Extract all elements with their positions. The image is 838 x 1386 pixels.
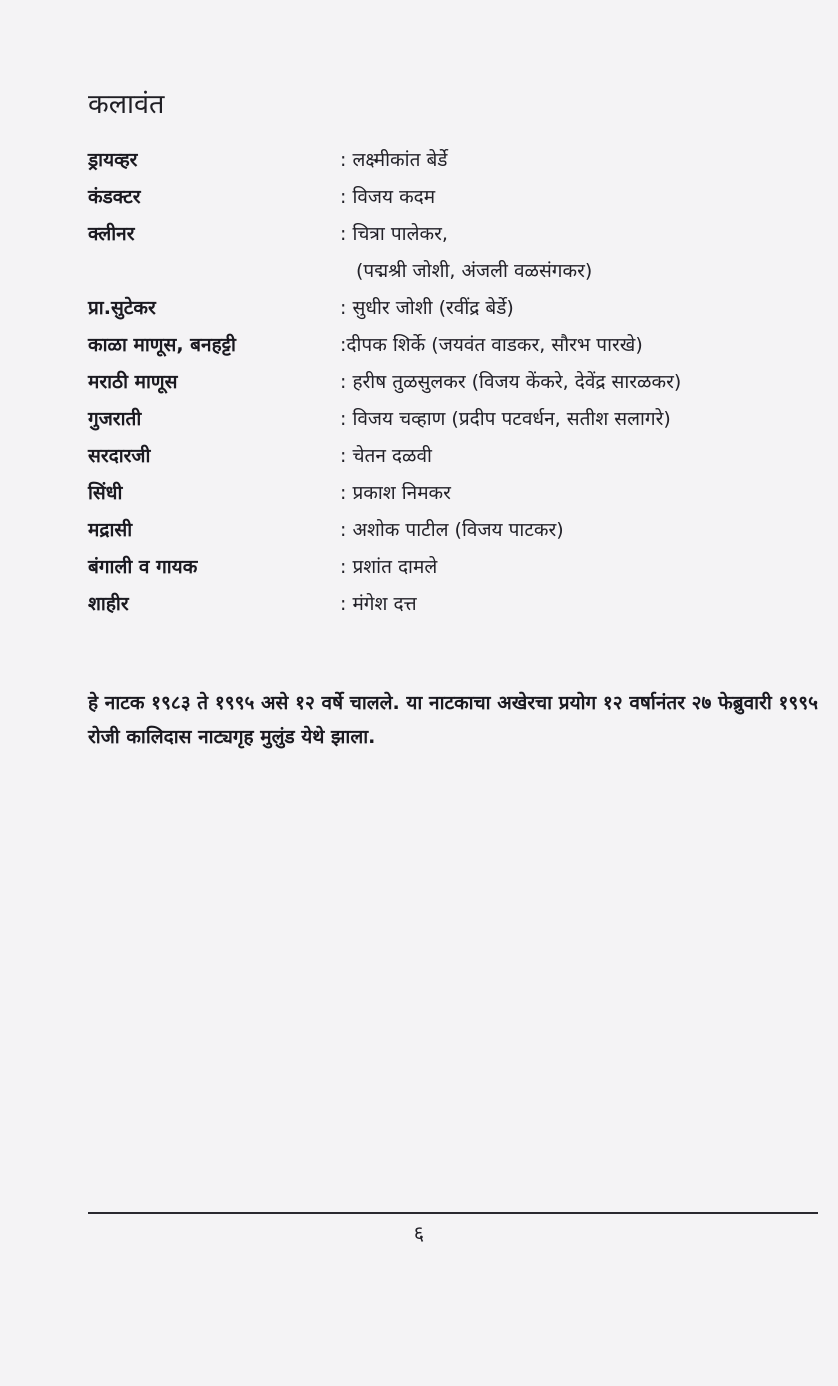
cast-row (88, 549, 818, 586)
actor-name: : विजय कदम (340, 186, 436, 208)
cast-row (88, 364, 818, 401)
cast-actor (340, 438, 818, 475)
cast-actor (340, 327, 818, 364)
cast-actor (340, 179, 818, 216)
actor-name: : प्रकाश निमकर (340, 482, 451, 504)
actor-name: : हरीष तुळसुलकर (विजय केंकरे, देवेंद्र सारळकर) (340, 371, 682, 393)
cast-role: गुजराती (88, 408, 142, 430)
cast-actor (340, 475, 818, 512)
cast-row (88, 290, 818, 327)
cast-role: मराठी माणूस (88, 371, 178, 393)
cast-role: शाहीर (88, 593, 129, 615)
cast-role: बंगाली व गायक (88, 556, 198, 578)
cast-role: ड्रायव्हर (88, 149, 138, 171)
cast-row (88, 142, 818, 179)
cast-row (88, 179, 818, 216)
actor-name: : विजय चव्हाण (प्रदीप पटवर्धन, सतीश सलागरे) (340, 408, 671, 430)
actor-name: :दीपक शिर्के (जयवंत वाडकर, सौरभ पारखे) (340, 334, 643, 356)
footer-divider (88, 1212, 818, 1214)
cast-actor (340, 401, 818, 438)
cast-role: मद्रासी (88, 519, 133, 541)
actor-name: : अशोक पाटील (विजय पाटकर) (340, 519, 564, 541)
cast-row (88, 586, 818, 623)
actor-name: : सुधीर जोशी (रवींद्र बेर्डे) (340, 297, 514, 319)
cast-row (88, 438, 818, 475)
page-number: ६ (413, 1221, 425, 1245)
cast-row (88, 401, 818, 438)
actor-name: : प्रशांत दामले (340, 556, 438, 578)
cast-actor (340, 549, 818, 586)
actor-alternates: (पद्मश्री जोशी, अंजली वळसंगकर) (356, 260, 593, 282)
actor-name: : चेतन दळवी (340, 445, 432, 467)
actor-name: : मंगेश दत्त (340, 593, 417, 615)
cast-role: प्रा.सुटेकर (88, 297, 156, 319)
cast-actor (340, 216, 818, 290)
cast-actor (340, 290, 818, 327)
cast-row (88, 512, 818, 549)
cast-actor (340, 512, 818, 549)
actor-name: : लक्ष्मीकांत बेर्डे (340, 149, 448, 171)
cast-role: सिंधी (88, 482, 123, 504)
performance-note: हे नाटक १९८३ ते १९९५ असे १२ वर्षे चालले. या नाटकाचा अखेरचा प्रयोग १२ वर्षानंतर २७ फेब्रुवारी १९९५ रोजी कालिदास नाट्यगृह मुलुंड येथे झाला. (88, 692, 818, 748)
cast-list (88, 142, 818, 623)
cast-role: कंडक्टर (88, 186, 141, 208)
cast-actor (340, 142, 818, 179)
cast-role: सरदारजी (88, 445, 151, 467)
cast-role: काळा माणूस, बनहट्टी (88, 334, 236, 356)
actor-name: : चित्रा पालेकर, (340, 223, 448, 245)
cast-actor (340, 586, 818, 623)
cast-row (88, 327, 818, 364)
cast-role: क्लीनर (88, 223, 135, 245)
cast-actor (340, 364, 818, 401)
cast-row (88, 216, 818, 290)
cast-row (88, 475, 818, 512)
section-heading: कलावंत (88, 89, 165, 120)
